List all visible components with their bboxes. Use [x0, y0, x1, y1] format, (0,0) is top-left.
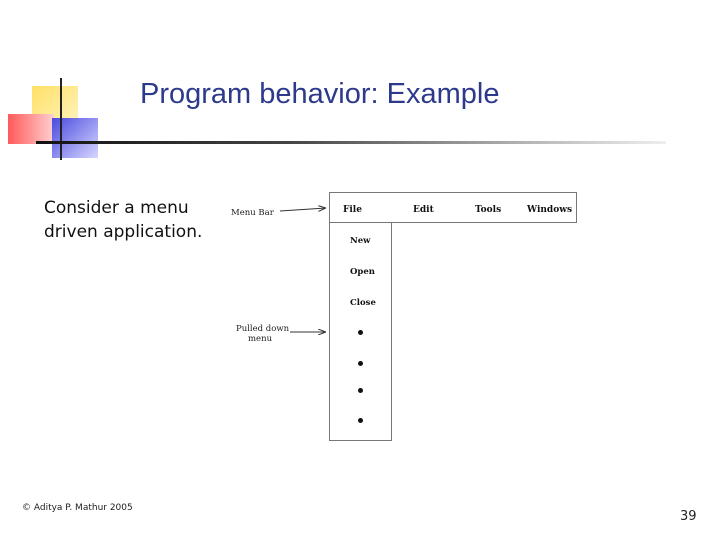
menu-item-tools: Tools	[475, 205, 502, 215]
pulldown-item-open: Open	[350, 267, 375, 277]
pulldown-item-close: Close	[350, 298, 376, 308]
page-number: 39	[680, 509, 697, 524]
pulled-down-label-line1: Pulled down	[236, 324, 290, 334]
copyright-footer: © Aditya P. Mathur 2005	[22, 503, 133, 513]
slide-title: Program behavior: Example	[140, 78, 500, 110]
menu-item-file: File	[343, 205, 362, 215]
menu-item-edit: Edit	[413, 205, 434, 215]
menu-bar-arrow	[280, 208, 326, 211]
ellipsis-dot	[358, 418, 363, 423]
menu-bar-box	[329, 192, 577, 223]
ellipsis-dot	[358, 388, 363, 393]
ellipsis-dot	[358, 330, 363, 335]
menu-bar-label: Menu Bar	[231, 208, 274, 218]
pulldown-item-new: New	[350, 236, 371, 246]
pulldown-menu-box	[329, 223, 392, 441]
pulled-down-label-line2: menu	[248, 334, 273, 344]
slide-body-text: Consider a menu driven application.	[44, 198, 203, 242]
ellipsis-dot	[358, 361, 363, 366]
menu-item-windows: Windows	[527, 205, 573, 215]
